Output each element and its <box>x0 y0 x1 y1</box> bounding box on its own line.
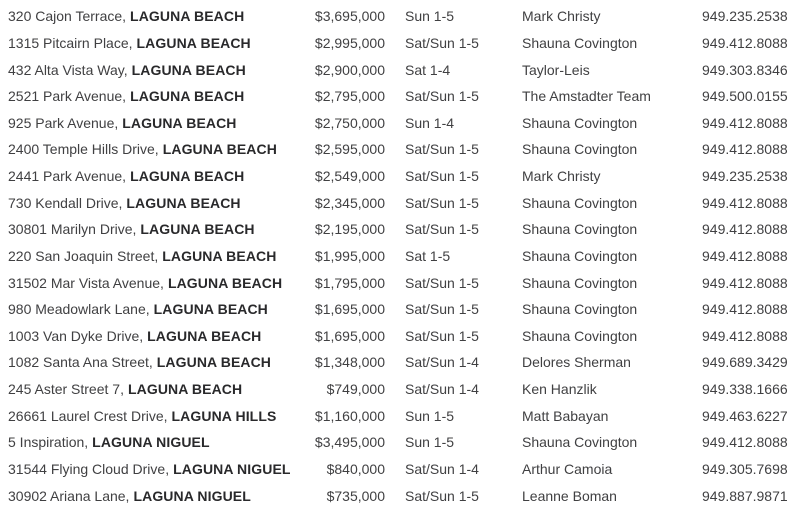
street-text: 30801 Marilyn Drive, <box>8 221 137 238</box>
street-text: 1315 Pitcairn Place, <box>8 34 133 51</box>
city-text: LAGUNA BEACH <box>130 8 245 25</box>
agent-phone: 949.412.8088 <box>702 327 788 344</box>
listing-address <box>8 381 295 397</box>
agent-phone: 949.235.2538 <box>702 8 788 25</box>
agent-phone: 949.305.7698 <box>702 460 788 477</box>
listing-price: $2,549,000 <box>314 168 385 185</box>
listing-row <box>8 3 800 30</box>
agent-name: Shauna Covington <box>522 247 638 264</box>
open-house-times: Sat/Sun 1-4 <box>405 381 479 398</box>
street-text: 432 Alta Vista Way, <box>8 61 128 78</box>
city-text: LAGUNA BEACH <box>126 194 241 211</box>
listing-row <box>8 429 800 456</box>
street-text: 31502 Mar Vista Avenue, <box>8 274 164 291</box>
listing-price: $1,695,000 <box>314 327 385 344</box>
listing-row <box>8 349 800 376</box>
agent-phone: 949.338.1666 <box>702 381 788 398</box>
listing-row <box>8 110 800 137</box>
agent-phone: 949.412.8088 <box>702 114 788 131</box>
agent-phone: 949.303.8346 <box>702 61 788 78</box>
listing-address <box>8 168 295 184</box>
open-house-times: Sun 1-4 <box>405 114 455 131</box>
street-text: 5 Inspiration, <box>8 434 89 451</box>
street-text: 2441 Park Avenue, <box>8 168 127 185</box>
street-text: 1003 Van Dyke Drive, <box>8 327 144 344</box>
listing-row <box>8 376 800 403</box>
agent-name: Shauna Covington <box>522 301 638 318</box>
listing-row <box>8 56 800 83</box>
listing-price: $2,995,000 <box>314 34 385 51</box>
open-house-times: Sat/Sun 1-5 <box>405 88 479 105</box>
listing-price: $2,750,000 <box>314 114 385 131</box>
street-text: 26661 Laurel Crest Drive, <box>8 407 168 424</box>
listing-price: $735,000 <box>326 487 385 504</box>
city-text: LAGUNA NIGUEL <box>92 434 210 451</box>
listing-address <box>8 35 295 51</box>
listing-price: $1,160,000 <box>314 407 385 424</box>
open-house-times: Sat/Sun 1-5 <box>405 168 479 185</box>
open-house-times: Sat/Sun 1-5 <box>405 194 479 211</box>
agent-phone: 949.412.8088 <box>702 247 788 264</box>
listing-address <box>8 354 295 370</box>
listing-row <box>8 456 800 483</box>
listing-address <box>8 88 295 104</box>
open-house-times: Sat/Sun 1-4 <box>405 460 479 477</box>
open-house-times: Sat/Sun 1-5 <box>405 221 479 238</box>
open-house-times: Sun 1-5 <box>405 434 455 451</box>
listing-row <box>8 243 800 270</box>
listing-price: $1,695,000 <box>314 301 385 318</box>
agent-phone: 949.412.8088 <box>702 221 788 238</box>
city-text: LAGUNA BEACH <box>122 114 237 131</box>
agent-phone: 949.412.8088 <box>702 274 788 291</box>
listing-price: $749,000 <box>326 381 385 398</box>
open-house-times: Sun 1-5 <box>405 8 455 25</box>
city-text: LAGUNA BEACH <box>130 168 245 185</box>
listing-address <box>8 221 295 237</box>
agent-phone: 949.412.8088 <box>702 194 788 211</box>
agent-name: Shauna Covington <box>522 194 638 211</box>
city-text: LAGUNA BEACH <box>156 354 272 371</box>
listing-price: $2,195,000 <box>314 221 385 238</box>
city-text: LAGUNA BEACH <box>162 247 277 264</box>
agent-name: Mark Christy <box>522 8 601 25</box>
listing-address <box>8 328 295 344</box>
open-house-times: Sat 1-4 <box>405 61 451 78</box>
city-text: LAGUNA BEACH <box>127 381 243 398</box>
city-text: LAGUNA BEACH <box>136 34 251 51</box>
agent-phone: 949.412.8088 <box>702 141 788 158</box>
listing-row <box>8 323 800 350</box>
agent-phone: 949.412.8088 <box>702 434 788 451</box>
listing-row <box>8 83 800 110</box>
open-house-times: Sat/Sun 1-5 <box>405 487 479 504</box>
listing-row <box>8 482 800 509</box>
street-text: 31544 Flying Cloud Drive, <box>8 460 170 477</box>
agent-phone: 949.887.9871 <box>702 487 788 504</box>
listing-price: $2,795,000 <box>314 88 385 105</box>
agent-name: Shauna Covington <box>522 114 638 131</box>
agent-phone: 949.689.3429 <box>702 354 788 371</box>
city-text: LAGUNA NIGUEL <box>173 460 291 477</box>
listing-row <box>8 296 800 323</box>
city-text: LAGUNA BEACH <box>147 327 262 344</box>
agent-phone: 949.500.0155 <box>702 88 788 105</box>
city-text: LAGUNA BEACH <box>162 141 277 158</box>
listing-price: $1,348,000 <box>314 354 385 371</box>
listing-row <box>8 30 800 57</box>
listing-price: $1,995,000 <box>314 247 385 264</box>
agent-name: Arthur Camoia <box>522 460 613 477</box>
listing-address <box>8 461 295 477</box>
agent-name: Shauna Covington <box>522 274 638 291</box>
agent-name: Taylor-Leis <box>522 61 590 78</box>
agent-phone: 949.235.2538 <box>702 168 788 185</box>
listing-address <box>8 275 295 291</box>
city-text: LAGUNA BEACH <box>140 221 255 238</box>
agent-name: Shauna Covington <box>522 221 638 238</box>
city-text: LAGUNA BEACH <box>153 301 268 318</box>
listing-address <box>8 62 295 78</box>
agent-name: Delores Sherman <box>522 354 631 371</box>
agent-name: Shauna Covington <box>522 327 638 344</box>
street-text: 730 Kendall Drive, <box>8 194 123 211</box>
street-text: 1082 Santa Ana Street, <box>8 354 153 371</box>
street-text: 220 San Joaquin Street, <box>8 247 159 264</box>
street-text: 30902 Ariana Lane, <box>8 487 130 504</box>
listing-row <box>8 216 800 243</box>
agent-name: Leanne Boman <box>522 487 617 504</box>
city-text: LAGUNA BEACH <box>131 61 246 78</box>
listing-address <box>8 141 295 157</box>
city-text: LAGUNA NIGUEL <box>133 487 251 504</box>
listing-row <box>8 189 800 216</box>
listing-row <box>8 136 800 163</box>
open-house-times: Sat/Sun 1-5 <box>405 274 479 291</box>
listing-row <box>8 163 800 190</box>
agent-name: Ken Hanzlik <box>522 381 597 398</box>
open-house-times: Sat 1-5 <box>405 247 451 264</box>
listing-price: $1,795,000 <box>314 274 385 291</box>
listing-address <box>8 301 295 317</box>
street-text: 925 Park Avenue, <box>8 114 119 131</box>
agent-phone: 949.412.8088 <box>702 34 788 51</box>
open-house-times: Sat/Sun 1-5 <box>405 327 479 344</box>
open-house-times: Sat/Sun 1-5 <box>405 141 479 158</box>
open-house-times: Sat/Sun 1-5 <box>405 301 479 318</box>
agent-name: Mark Christy <box>522 168 601 185</box>
agent-name: Matt Babayan <box>522 407 609 424</box>
agent-name: Shauna Covington <box>522 434 638 451</box>
city-text: LAGUNA BEACH <box>130 88 245 105</box>
listing-price: $2,345,000 <box>314 194 385 211</box>
agent-phone: 949.412.8088 <box>702 301 788 318</box>
listing-address <box>8 488 295 504</box>
open-house-times: Sat/Sun 1-5 <box>405 34 479 51</box>
agent-name: The Amstadter Team <box>522 88 651 105</box>
listing-address <box>8 195 295 211</box>
agent-phone: 949.463.6227 <box>702 407 788 424</box>
listing-price: $3,695,000 <box>314 8 385 25</box>
listing-row <box>8 269 800 296</box>
street-text: 2400 Temple Hills Drive, <box>8 141 159 158</box>
listing-price: $2,900,000 <box>314 61 385 78</box>
city-text: LAGUNA HILLS <box>171 407 277 424</box>
street-text: 980 Meadowlark Lane, <box>8 301 150 318</box>
open-house-times: Sat/Sun 1-4 <box>405 354 479 371</box>
listing-address <box>8 8 295 24</box>
listing-price: $840,000 <box>326 460 385 477</box>
street-text: 320 Cajon Terrace, <box>8 8 127 25</box>
listing-address <box>8 248 295 264</box>
street-text: 2521 Park Avenue, <box>8 88 127 105</box>
listing-address <box>8 434 295 450</box>
city-text: LAGUNA BEACH <box>167 274 283 291</box>
listing-price: $2,595,000 <box>314 141 385 158</box>
agent-name: Shauna Covington <box>522 34 638 51</box>
open-house-times: Sun 1-5 <box>405 407 455 424</box>
listing-price: $3,495,000 <box>314 434 385 451</box>
listing-row <box>8 402 800 429</box>
listing-address <box>8 408 295 424</box>
listing-address <box>8 115 295 131</box>
street-text: 245 Aster Street 7, <box>8 381 124 398</box>
agent-name: Shauna Covington <box>522 141 638 158</box>
